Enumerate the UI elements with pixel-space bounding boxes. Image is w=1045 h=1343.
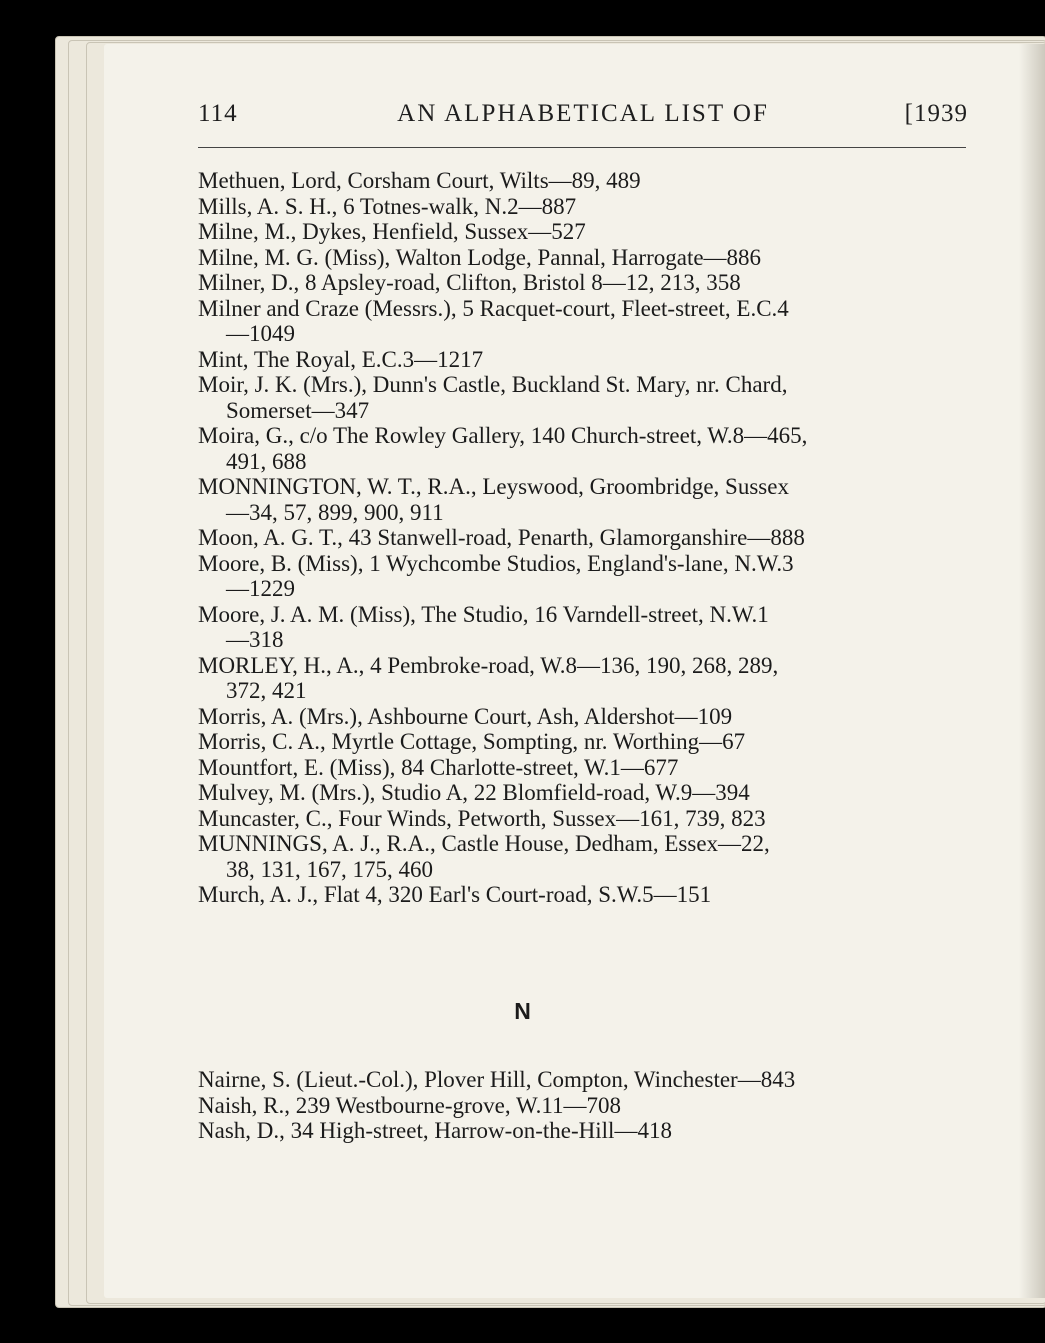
header-rule	[198, 147, 966, 148]
entry-text: Milner and Craze (Messrs.), 5 Racquet-court, Fleet-street, E.C.4	[198, 295, 789, 321]
list-item: Naish, R., 239 Westbourne-grove, W.11—708	[198, 1092, 621, 1118]
list-item	[198, 831, 968, 882]
list-item: Nairne, S. (Lieut.-Col.), Plover Hill, Compton, Winchester—843	[198, 1067, 796, 1092]
entry-text: Milner, D., 8 Apsley-road, Clifton, Bristol 8—12, 213, 358	[198, 270, 741, 295]
entry-continuation: 372, 421	[226, 678, 307, 703]
entry-text: Moore, B. (Miss), 1 Wychcombe Studios, England's-lane, N.W.3	[198, 550, 794, 576]
entry-continuation: —1229	[226, 576, 295, 601]
list-item	[198, 347, 968, 373]
entry-continuation: 38, 131, 167, 175, 460	[226, 856, 433, 882]
list-item	[198, 168, 968, 194]
entry-text: Mulvey, M. (Mrs.), Studio A, 22 Blomfield-road, W.9—394	[198, 780, 750, 805]
page-number: 114	[198, 100, 238, 127]
entry-continuation: —318	[226, 627, 284, 652]
list-item	[198, 882, 968, 908]
list-item	[198, 474, 968, 525]
list-item	[198, 372, 968, 423]
entry-continuation: —1049	[226, 321, 295, 346]
list-item: Nash, D., 34 High-street, Harrow-on-the-Hill—418	[198, 1118, 672, 1143]
entry-text: MONNINGTON, W. T., R.A., Leyswood, Groombridge, Sussex	[198, 474, 789, 499]
list-item	[198, 296, 968, 347]
list-item	[198, 270, 968, 296]
entry-text: Murch, A. J., Flat 4, 320 Earl's Court-road, S.W.5—151	[198, 882, 712, 907]
list-item	[198, 525, 968, 551]
entry-text: Morris, C. A., Myrtle Cottage, Sompting, nr. Worthing—67	[198, 729, 746, 754]
entry-text: Mountfort, E. (Miss), 84 Charlotte-street, W.1—677	[198, 754, 679, 780]
entry-text: Mills, A. S. H., 6 Totnes-walk, N.2—887	[198, 193, 577, 219]
list-item	[198, 806, 968, 832]
entry-continuation: —34, 57, 899, 900, 911	[226, 499, 444, 525]
list-item	[198, 194, 968, 220]
entry-text: Methuen, Lord, Corsham Court, Wilts—89, 489	[198, 168, 641, 193]
entry-text: Mint, The Royal, E.C.3—1217	[198, 346, 484, 372]
entry-text: Morris, A. (Mrs.), Ashbourne Court, Ash, Aldershot—109	[198, 703, 733, 729]
header-year: [1939	[904, 100, 968, 127]
section-letter: N	[514, 998, 531, 1024]
entry-text: Moore, J. A. M. (Miss), The Studio, 16 Varndell-street, N.W.1	[198, 601, 769, 627]
entry-text: Milne, M. G. (Miss), Walton Lodge, Pannal, Harrogate—886	[198, 244, 762, 270]
entry-text: MORLEY, H., A., 4 Pembroke-road, W.8—136, 190, 268, 289,	[198, 652, 779, 678]
running-header	[198, 96, 968, 140]
entry-text: Moira, G., c/o The Rowley Gallery, 140 Church-street, W.8—465,	[198, 423, 808, 448]
entries-list-n	[198, 1067, 978, 1144]
entry-continuation: 491, 688	[226, 448, 307, 474]
list-item	[198, 602, 968, 653]
entry-continuation: Somerset—347	[226, 397, 370, 423]
list-item	[198, 219, 968, 245]
entry-text: Milne, M., Dykes, Henfield, Sussex—527	[198, 219, 586, 244]
entry-text: Moon, A. G. T., 43 Stanwell-road, Penarth, Glamorganshire—888	[198, 525, 805, 550]
entries-list-m	[198, 168, 968, 908]
list-item	[198, 423, 968, 474]
entry-text: Moir, J. K. (Mrs.), Dunn's Castle, Buckland St. Mary, nr. Chard,	[198, 372, 788, 397]
list-item	[198, 245, 968, 271]
page-title: AN ALPHABETICAL LIST OF	[397, 100, 769, 127]
list-item	[198, 551, 968, 602]
list-item	[198, 755, 968, 781]
list-item	[198, 653, 968, 704]
list-item	[198, 780, 968, 806]
list-item	[198, 704, 968, 730]
entry-text: MUNNINGS, A. J., R.A., Castle House, Dedham, Essex—22,	[198, 831, 770, 856]
page-gutter-shadow	[1019, 44, 1045, 1298]
list-item	[198, 729, 968, 755]
entry-text: Muncaster, C., Four Winds, Petworth, Sussex—161, 739, 823	[198, 805, 766, 831]
